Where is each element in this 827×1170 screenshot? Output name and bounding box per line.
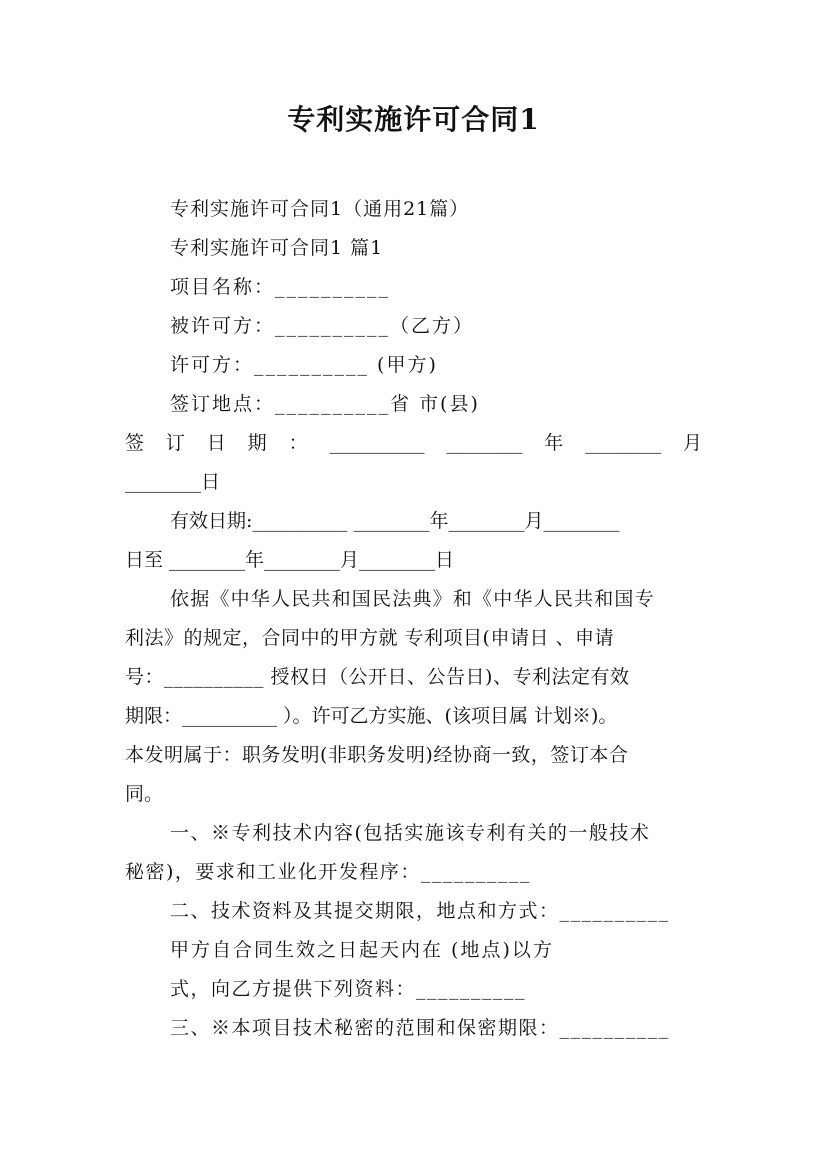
doc-line: 期限：__________ ）。许可乙方实施、(该项目属 计划※)。 [125,705,618,727]
doc-line: 二、技术资料及其提交期限，地点和方式：__________ [170,900,670,922]
doc-line: 专利实施许可合同1（通用21篇） [170,198,470,220]
doc-line: 许可方：__________ (甲方) [170,354,438,376]
text-fragment: 签 [125,432,145,454]
text-fragment: ________ [585,432,662,454]
text-fragment: 期 [247,432,267,454]
doc-line: 秘密)，要求和工业化开发程序：__________ [125,861,531,883]
text-fragment: __________ [329,432,425,454]
doc-line: 签订地点：__________省 市(县) [170,393,480,415]
doc-line: 三、※本项目技术秘密的范围和保密期限：__________ [170,1017,670,1039]
text-fragment: ： [288,432,308,454]
doc-line: 有效日期:__________ ________年________月________ [170,510,620,532]
text-fragment: 年 [544,432,564,454]
doc-line: 被许可方：__________（乙方） [170,315,475,337]
text-fragment: 日 [206,432,226,454]
doc-line-justified [125,432,702,455]
doc-line: 式，向乙方提供下列资料：__________ [170,978,527,1000]
text-fragment: 月 [682,432,702,454]
doc-line: 项目名称：__________ [170,276,391,298]
doc-line: 依据《中华人民共和国民法典》和《中华人民共和国专 [170,588,655,610]
doc-line: 一、※专利技术内容(包括实施该专利有关的一般技术 [170,822,651,844]
doc-line: 本发明属于：职务发明(非职务发明)经协商一致，签订本合 [125,744,629,766]
text-fragment: 订 [165,432,185,454]
doc-line: 专利实施许可合同1 篇1 [170,237,384,259]
doc-line: 同。 [125,783,164,805]
doc-line: 日至 ________年________月________日 [125,549,455,571]
doc-line: 号：__________ 授权日（公开日、公告日)、专利法定有效 [125,666,630,688]
document-title: 专利实施许可合同1 [287,103,540,136]
doc-line: ________日 [125,471,221,493]
doc-line: 甲方自合同生效之日起天内在 (地点)以方 [170,939,554,961]
text-fragment: ________ [446,432,523,454]
doc-line: 利法》的规定，合同中的甲方就 专利项目(申请日 、申请 [125,627,614,649]
